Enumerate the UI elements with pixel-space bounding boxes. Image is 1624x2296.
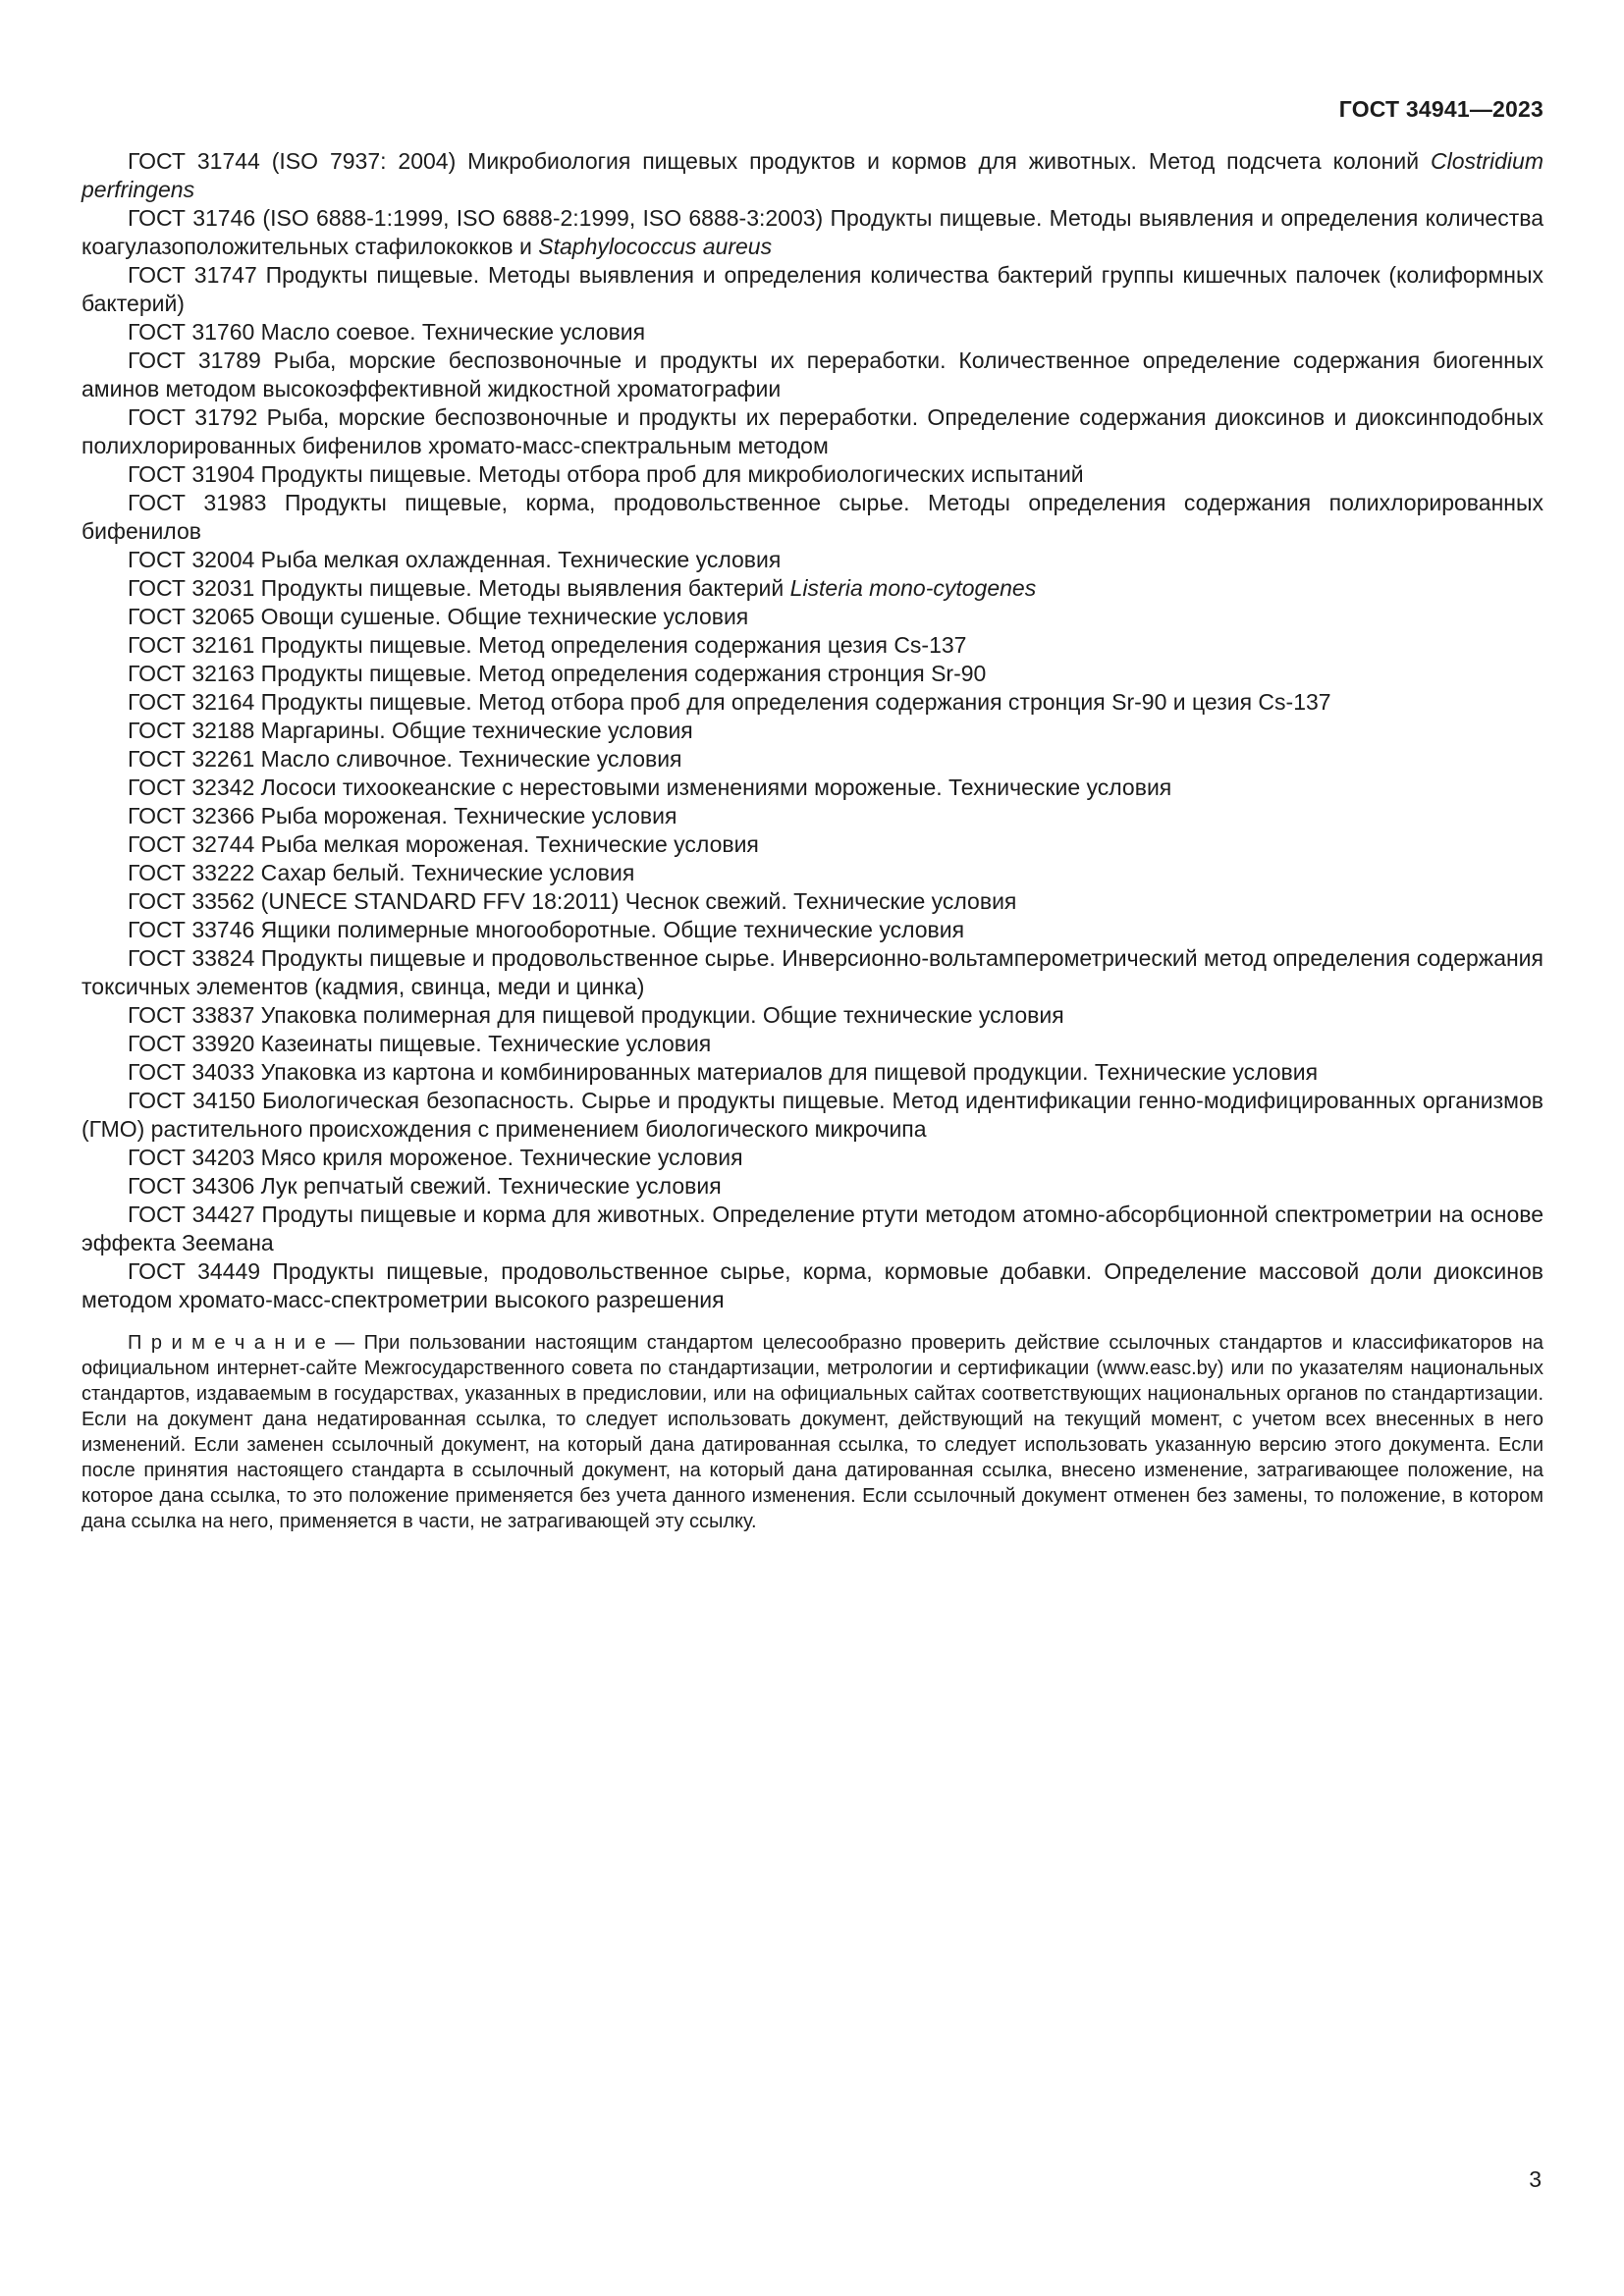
reference-text: ГОСТ 32744 Рыба мелкая мороженая. Технические условия (128, 831, 759, 857)
reference-text: ГОСТ 34203 Мясо криля мороженое. Технические условия (128, 1145, 743, 1170)
reference-item (81, 1030, 1543, 1058)
reference-item (81, 774, 1543, 802)
reference-item (81, 460, 1543, 489)
reference-item (81, 859, 1543, 887)
reference-item (81, 147, 1543, 204)
reference-item (81, 603, 1543, 631)
reference-text: ГОСТ 31792 Рыба, морские беспозвоночные и продукты их переработки. Определение содержания диоксинов и диоксинподобных полихлорированных бифенилов хромато-масс-спектральным методом (81, 404, 1543, 458)
reference-item (81, 802, 1543, 830)
reference-text: ГОСТ 32342 Лососи тихоокеанские с нерестовыми изменениями мороженые. Технические условия (128, 774, 1172, 800)
reference-text: ГОСТ 31904 Продукты пищевые. Методы отбора проб для микробиологических испытаний (128, 461, 1084, 487)
reference-text: ГОСТ 31760 Масло соевое. Технические условия (128, 319, 646, 345)
reference-item (81, 660, 1543, 688)
reference-text: ГОСТ 31789 Рыба, морские беспозвоночные и продукты их переработки. Количественное определение содержания биогенных аминов методом высокоэффективной жидкостной хроматографии (81, 347, 1543, 401)
reference-text: ГОСТ 32164 Продукты пищевые. Метод отбора проб для определения содержания стронция Sr-90 и цезия Cs-137 (128, 689, 1331, 715)
reference-text: ГОСТ 31744 (ISO 7937: 2004) Микробиология пищевых продуктов и кормов для животных. Метод подсчета колоний (128, 148, 1431, 174)
reference-item (81, 546, 1543, 574)
reference-text: ГОСТ 32161 Продукты пищевые. Метод определения содержания цезия Cs-137 (128, 632, 967, 658)
reference-item (81, 318, 1543, 347)
reference-latin-name: Clostridium perfringens (81, 148, 1543, 202)
reference-item (81, 1144, 1543, 1172)
note-label: П р и м е ч а н и е (128, 1332, 326, 1354)
reference-text: ГОСТ 32031 Продукты пищевые. Методы выявления бактерий (128, 575, 790, 601)
reference-text: ГОСТ 34427 Продуты пищевые и корма для животных. Определение ртути методом атомно-абсорбционной спектрометрии на основе эффекта Зеемана (81, 1201, 1543, 1255)
note-paragraph (81, 1330, 1543, 1534)
reference-item (81, 261, 1543, 318)
reference-item (81, 745, 1543, 774)
reference-text: ГОСТ 34306 Лук репчатый свежий. Технические условия (128, 1173, 722, 1199)
reference-text: ГОСТ 31983 Продукты пищевые, корма, продовольственное сырье. Методы определения содержания полихлорированных бифенилов (81, 490, 1543, 544)
reference-item (81, 688, 1543, 717)
reference-text: ГОСТ 34449 Продукты пищевые, продовольственное сырье, корма, кормовые добавки. Определение массовой доли диоксинов методом хромато-масс-спектрометрии высокого разрешения (81, 1258, 1543, 1312)
reference-text: ГОСТ 33824 Продукты пищевые и продовольственное сырье. Инверсионно-вольтамперометрический метод определения содержания токсичных элементов (кадмия, свинца, меди и цинка) (81, 945, 1543, 999)
reference-item (81, 403, 1543, 460)
reference-item (81, 574, 1543, 603)
reference-item (81, 347, 1543, 403)
reference-text: ГОСТ 32163 Продукты пищевые. Метод определения содержания стронция Sr-90 (128, 661, 987, 686)
reference-item (81, 916, 1543, 944)
reference-text: ГОСТ 31746 (ISO 6888-1:1999, ISO 6888-2:1999, ISO 6888-3:2003) Продукты пищевые. Методы выявления и определения количества коагулазоположительных стафилококков и (81, 205, 1543, 259)
reference-text: ГОСТ 32261 Масло сливочное. Технические условия (128, 746, 682, 772)
reference-text: ГОСТ 33837 Упаковка полимерная для пищевой продукции. Общие технические условия (128, 1002, 1064, 1028)
doc-number: ГОСТ 34941—2023 (1338, 96, 1543, 122)
reference-text: ГОСТ 33562 (UNECE STANDARD FFV 18:2011) Чеснок свежий. Технические условия (128, 888, 1017, 914)
reference-item (81, 887, 1543, 916)
reference-item (81, 1257, 1543, 1314)
reference-latin-name: Staphylococcus aureus (538, 234, 773, 259)
document-content (81, 147, 1543, 1534)
page-footer (1529, 2166, 1542, 2193)
reference-text: ГОСТ 34033 Упаковка из картона и комбинированных материалов для пищевой продукции. Технические условия (128, 1059, 1319, 1085)
reference-item (81, 717, 1543, 745)
reference-text: ГОСТ 32366 Рыба мороженая. Технические условия (128, 803, 677, 828)
reference-latin-name: Listeria mono-cytogenes (789, 575, 1037, 601)
reference-item (81, 1172, 1543, 1201)
reference-text: ГОСТ 34150 Биологическая безопасность. Сырье и продукты пищевые. Метод идентификации генно-модифицированных организмов (ГМО) растительного происхождения с применением биологического микрочипа (81, 1088, 1543, 1142)
reference-text: ГОСТ 33222 Сахар белый. Технические условия (128, 860, 635, 885)
reference-item (81, 1087, 1543, 1144)
note-text: — При пользовании настоящим стандартом целесообразно проверить действие ссылочных стандартов и классификаторов на официальном интернет-сайте Межгосударственного совета по стандартизации, метрологии и сертификации (www.easc.by) или по указателям национальных стандартов, издаваемым в государствах, указанных в предисловии, или на официальных сайтах соответствующих национальных органов по стандартизации. Если на документ дана недатированная ссылка, то следует использовать документ, действующий на текущий момент, с учетом всех внесенных в него изменений. Если заменен ссылочный документ, на который дана датированная ссылка, то следует использовать указанную версию этого документа. Если после принятия настоящего стандарта в ссылочный документ, на который дана датированная ссылка, внесено изменение, затрагивающее положение, на которое дана ссылка, то это положение применяется без учета данного изменения. Если ссылочный документ отменен без замены, то положение, в котором дана ссылка на него, применяется в части, не затрагивающей эту ссылку. (81, 1332, 1543, 1532)
references-list (81, 147, 1543, 1314)
reference-text: ГОСТ 33746 Ящики полимерные многооборотные. Общие технические условия (128, 917, 965, 942)
reference-item (81, 1058, 1543, 1087)
reference-text: ГОСТ 32065 Овощи сушеные. Общие технические условия (128, 604, 749, 629)
reference-item (81, 944, 1543, 1001)
reference-item (81, 1201, 1543, 1257)
reference-item (81, 631, 1543, 660)
reference-text: ГОСТ 32188 Маргарины. Общие технические условия (128, 718, 693, 743)
reference-item (81, 1001, 1543, 1030)
reference-item (81, 204, 1543, 261)
page-number: 3 (1529, 2166, 1542, 2192)
reference-text: ГОСТ 32004 Рыба мелкая охлажденная. Технические условия (128, 547, 782, 572)
reference-text: ГОСТ 31747 Продукты пищевые. Методы выявления и определения количества бактерий группы кишечных палочек (колиформных бактерий) (81, 262, 1543, 316)
document-header (81, 96, 1543, 123)
reference-text: ГОСТ 33920 Казеинаты пищевые. Технические условия (128, 1031, 712, 1056)
reference-item (81, 830, 1543, 859)
reference-item (81, 489, 1543, 546)
